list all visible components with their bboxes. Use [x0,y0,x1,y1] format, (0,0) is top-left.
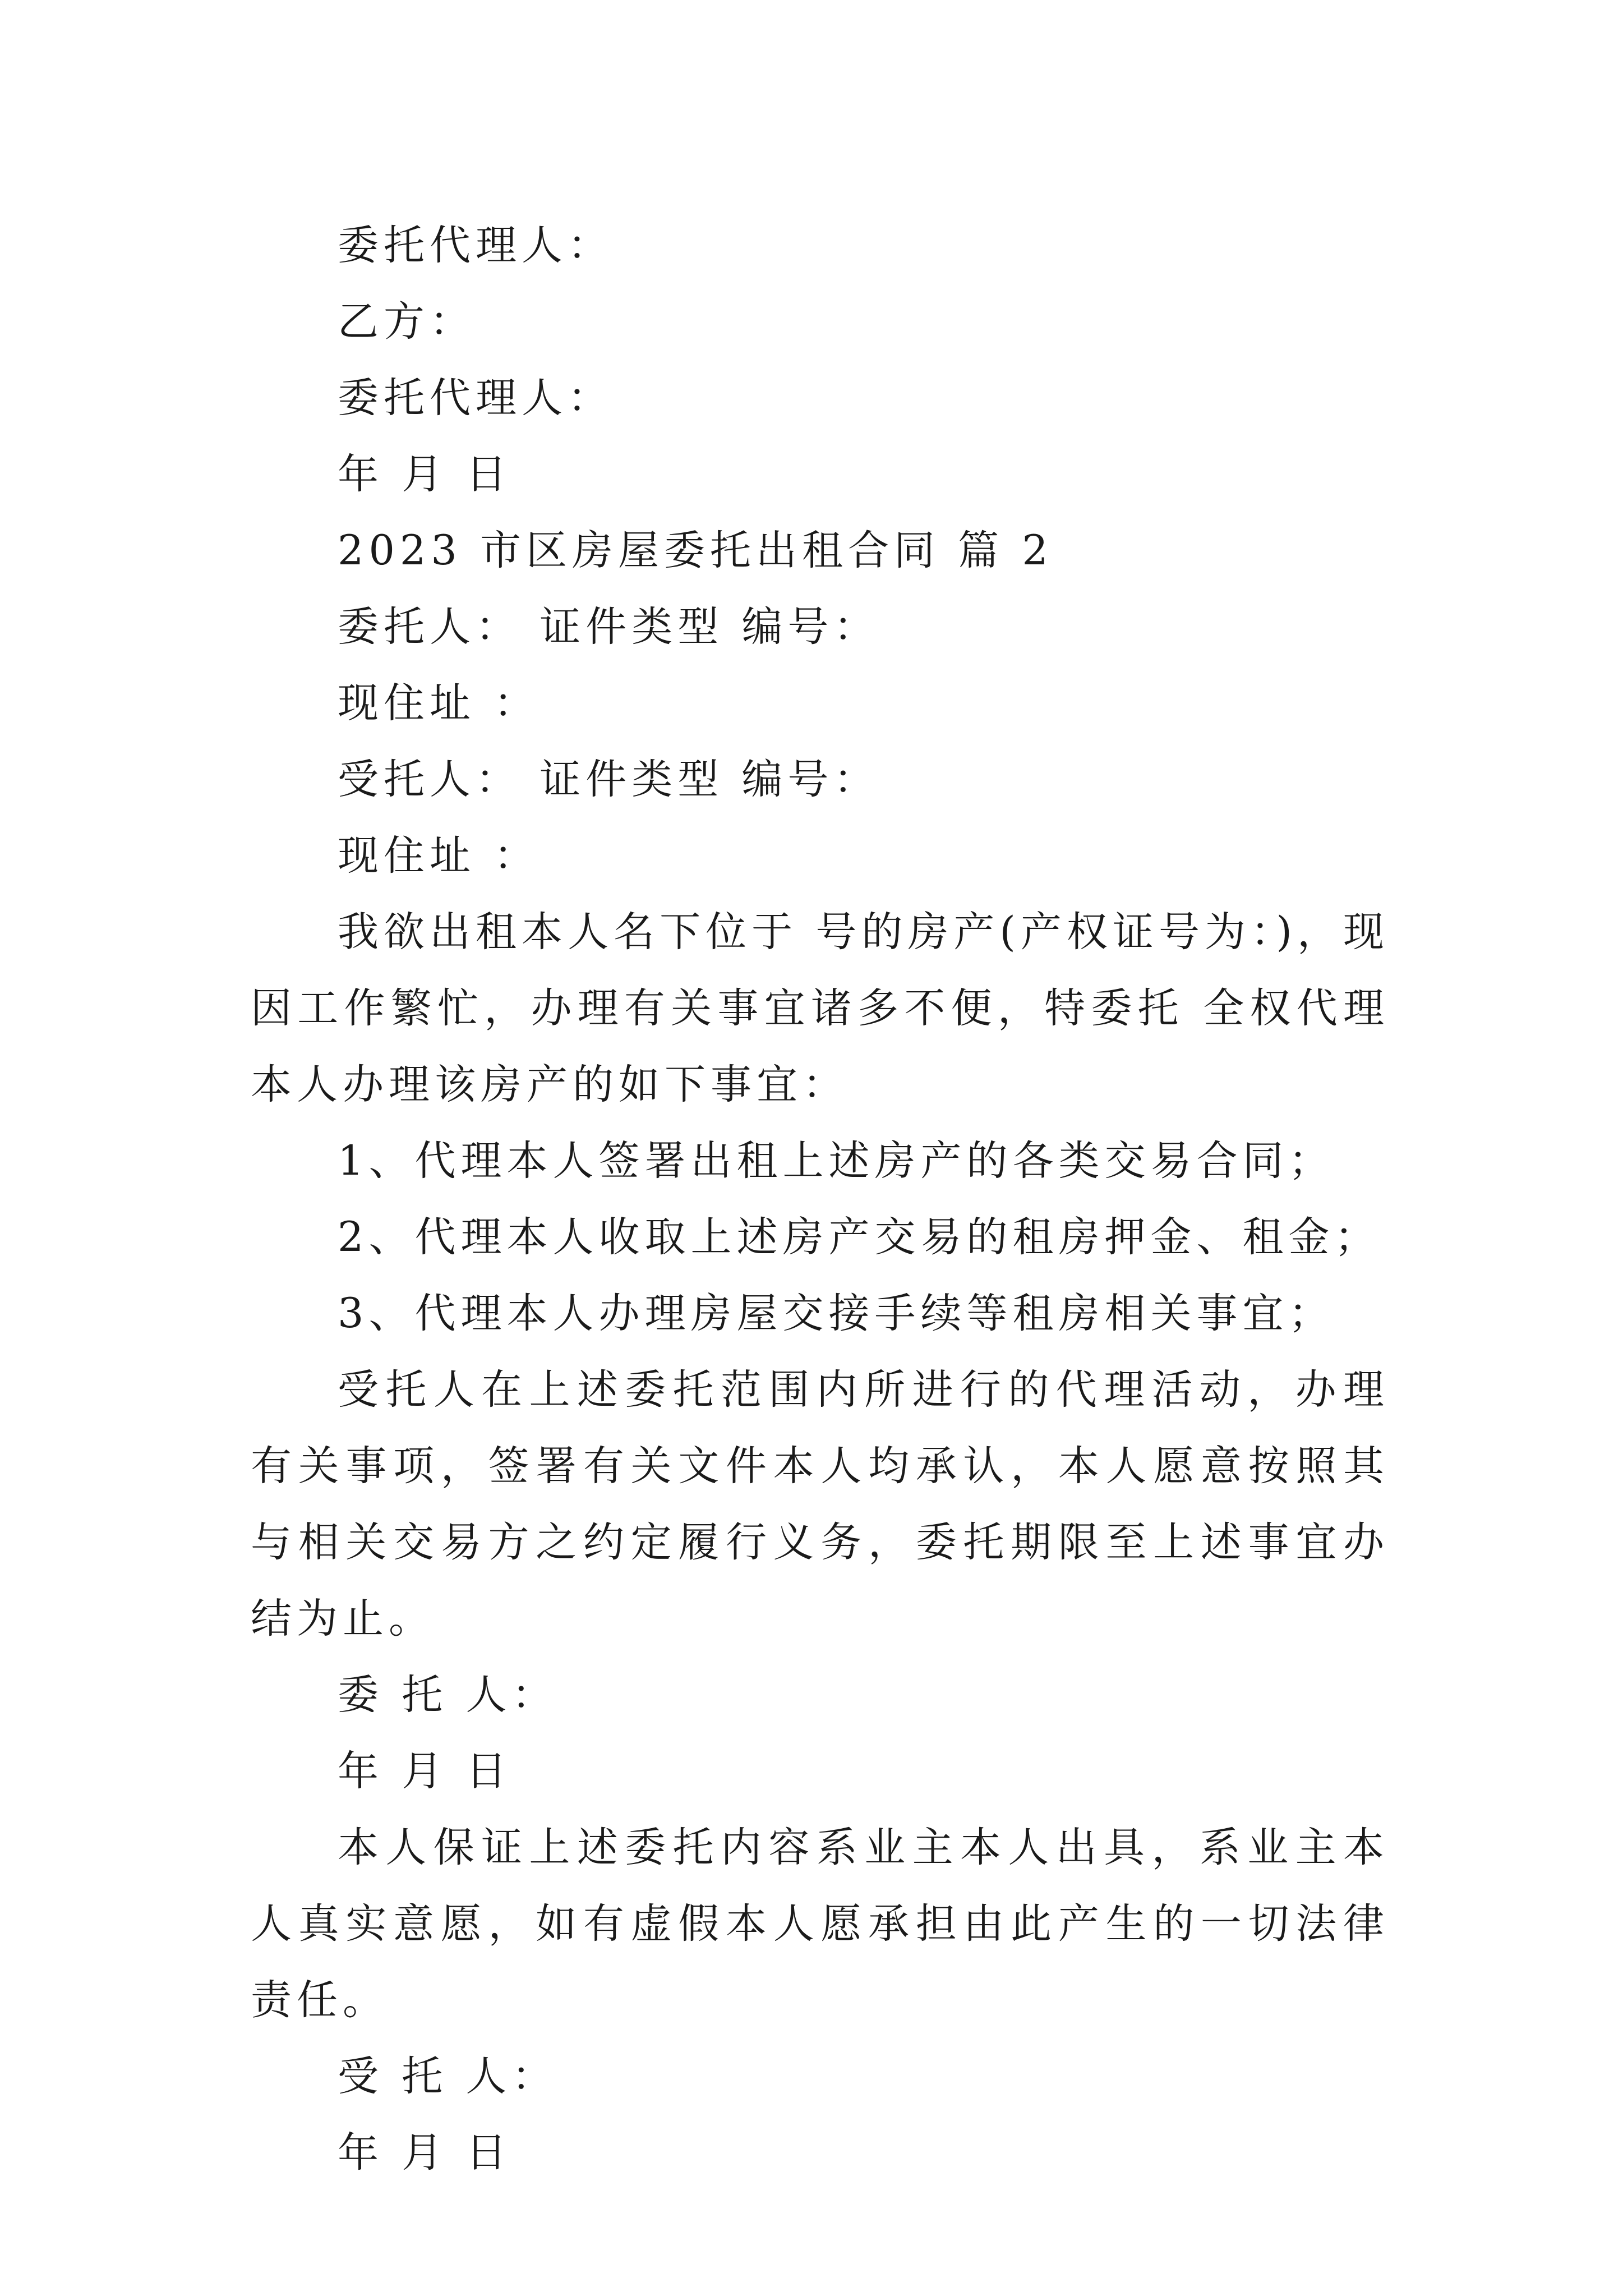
list-item: 3、代理本人办理房屋交接手续等租房相关事宜； [338,1290,1335,1337]
document-body [251,208,1389,2191]
section-title: 2023 市区房屋委托出租合同 篇 2 [338,527,1053,574]
acknowledgement-paragraph: 受托人在上述委托范围内所进行的代理活动，办理有关事项，签署有关文件本人均承认，本人愿意按照其与相关交易方之约定履行义务，委托期限至上述事宜办结为止。 [251,1366,1389,1642]
list-item: 1、代理本人签署出租上述房产的各类交易合同； [338,1137,1335,1185]
entrustor-id-line: 委托人： 证件类型 编号： [338,603,880,651]
entrustment-paragraph: 我欲出租本人名下位于 号的房产(产权证号为：)，现因工作繁忙，办理有关事宜诸多不便，特委托 全权代理本人办理该房产的如下事宜： [251,908,1389,1108]
entrustor-date-line: 年 月 日 [338,1747,512,1795]
trustee-date-line: 年 月 日 [338,2129,512,2177]
trustee-address-line: 现住址 ： [338,832,540,880]
guarantee-paragraph: 本人保证上述委托内容系业主本人出具，系业主本人真实意愿，如有虚假本人愿承担由此产生的一切法律责任。 [251,1824,1389,2024]
date-line: 年 月 日 [338,450,512,498]
entrustor-address-line: 现住址 ： [338,679,540,727]
party-b-line: 乙方： [338,298,476,346]
list-item: 2、代理本人收取上述房产交易的租房押金、租金； [338,1213,1381,1261]
agent-line: 委托代理人： [338,374,614,422]
trustee-id-line: 受托人： 证件类型 编号： [338,756,880,803]
trustee-signature-line: 受 托 人： [338,2053,558,2100]
entrustor-signature-line: 委 托 人： [338,1671,558,1719]
agent-line: 委托代理人： [338,222,614,269]
